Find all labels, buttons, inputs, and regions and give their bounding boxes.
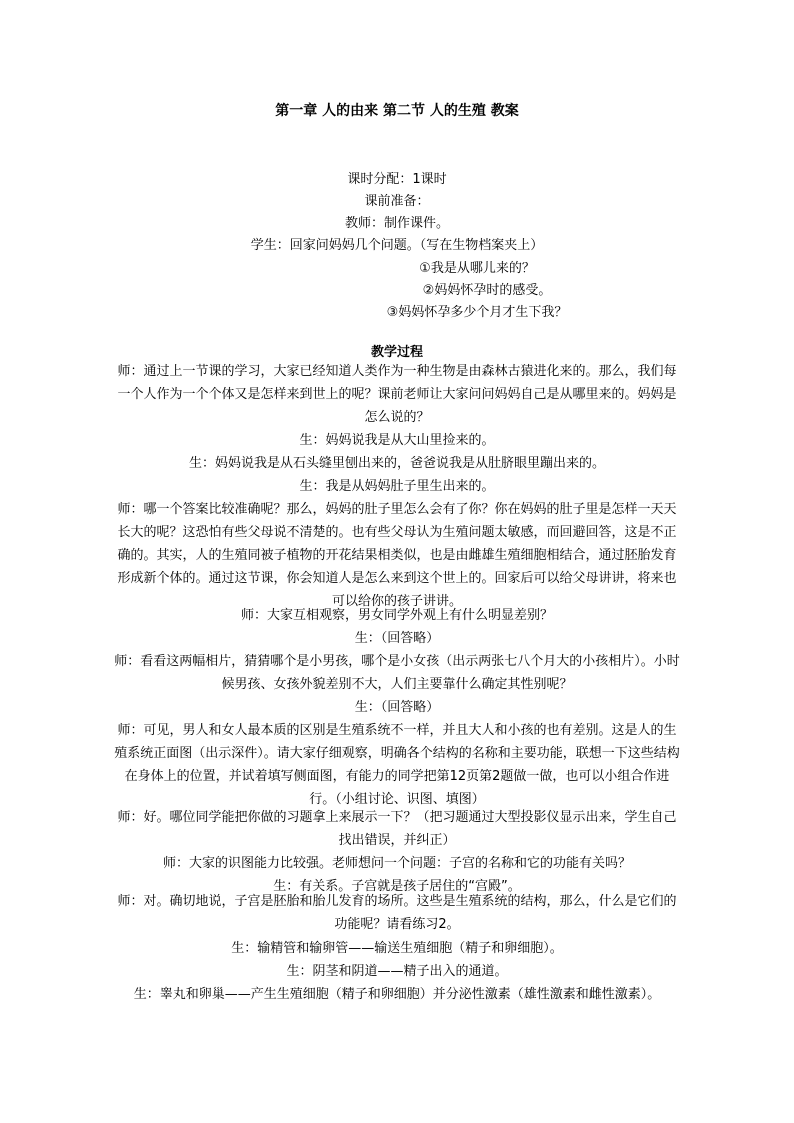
paragraph: 生：（回答略） [354,700,440,715]
paragraph: 师：对。确切地说，子宫是胚胎和胎儿发育的场所。这些是生殖系统的结构，那么，什么是它们的功能呢？请看练习2。 [117,894,677,932]
class-hours: 课时分配：1课时 [347,172,447,187]
paragraph: 师：可见，男人和女人最本质的区别是生殖系统不一样，并且大人和小孩的也有差别。这是人的生殖系统正面图（出示深件）。请大家仔细观察，明确各个结构的名称和主要功能，联想一下这些结构在身体上的位置，并试着填写侧面图，有能力的同学把第12页第2题做一做，也可以小组合作进行。（小组讨论、识图、填图） [114,723,680,807]
paragraph: 生：睾丸和卵巢——产生生殖细胞（精子和卵细胞）并分泌性激素（雄性激素和雌性激素）。 [133,987,661,1002]
paragraph: 生：我是从妈妈肚子里生出来的。 [299,479,495,494]
paragraph: 师：大家互相观察，男女同学外观上有什么明显差别？ [240,608,553,623]
paragraph: 师：通过上一节课的学习，大家已经知道人类作为一种生物是由森林古猿进化来的。那么，我们每一个人作为一个个体又是怎样来到世上的呢？课前老师让大家问问妈妈自己是从哪里来的。妈妈是怎么说的？ [117,364,677,425]
document-title: 第一章 人的由来 第二节 人的生殖 教案 [275,103,519,119]
paragraph: 生：（回答略） [354,631,440,646]
paragraph: 师：好。哪位同学能把你做的习题拿上来展示一下？（把习题通过大型投影仪显示出来，学生自己找出错误，并纠正） [117,810,677,848]
prep-question-3: ③妈妈怀孕多少个月才生下我？ [386,305,568,320]
prep-label: 课前准备： [364,194,430,209]
prep-student: 学生：回家问妈妈几个问题。（写在生物档案夹上） [250,238,544,253]
paragraph: 生：阴茎和阴道——精子出入的通道。 [286,964,508,979]
paragraph: 师：大家的识图能力比较强。老师想问一个问题：子宫的名称和它的功能有关吗？ [162,856,631,871]
paragraph: 生：妈妈说我是从大山里捡来的。 [299,433,495,448]
prep-question-1: ①我是从哪儿来的？ [419,261,535,276]
paragraph: 师：看看这两幅相片，猜猜哪个是小男孩，哪个是小女孩（出示两张七八个月大的小孩相片）。小时候男孩、女孩外貌差别不大，人们主要靠什么确定其性别呢？ [114,654,680,692]
process-heading: 教学过程 [370,345,423,360]
prep-teacher: 教师：制作课件。 [344,216,449,231]
prep-question-2: ②妈妈怀孕时的感受。 [422,283,552,298]
paragraph: 生：有关系。子宫就是孩子居住的“宫殿”。 [273,879,521,894]
paragraph: 生：妈妈说我是从石头缝里刨出来的，爸爸说我是从肚脐眼里蹦出来的。 [188,456,605,471]
paragraph: 师：哪一个答案比较准确呢？那么，妈妈的肚子里怎么会有了你？你在妈妈的肚子里是怎样一天天长大的呢？这恐怕有些父母说不清楚的。也有些父母认为生殖问题太敏感，而回避回答，这是不正确的。其实，人的生殖同被子植物的开花结果相类似，也是由雌雄生殖细胞相结合，通过胚胎发育形成新个体的。通过这节课，你会知道人是怎么来到这个世上的。回家后可以给父母讲讲，将来也可以给你的孩子讲讲。 [117,502,677,609]
paragraph: 生：输精管和输卵管——输送生殖细胞（精子和卵细胞）。 [231,941,563,956]
